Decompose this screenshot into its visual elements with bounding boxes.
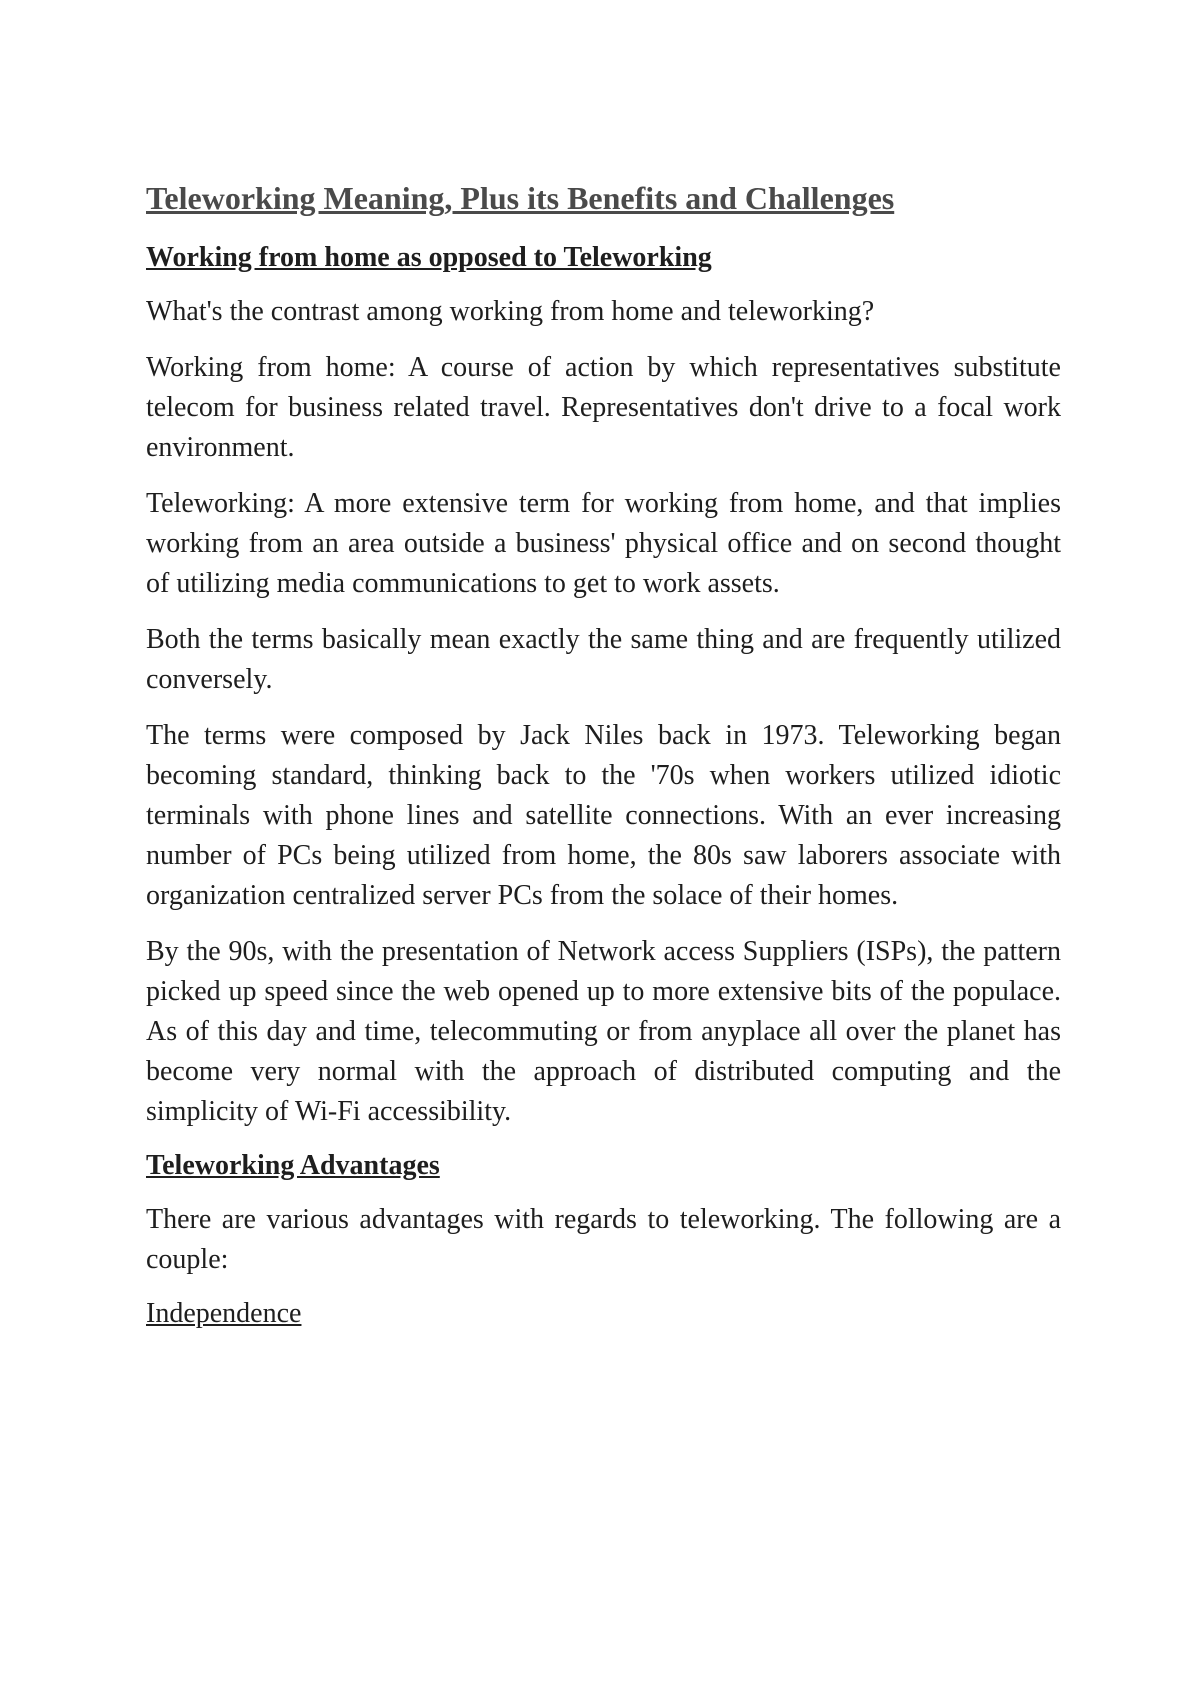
paragraph-working-from-home-definition: Working from home: A course of action by which representatives substitute telecom for business related travel. Representatives don't drive to a focal work environment. bbox=[146, 352, 1061, 463]
paragraph-contrast-question: What's the contrast among working from home and teleworking? bbox=[146, 296, 875, 327]
subheading-independence: Independence bbox=[146, 1298, 302, 1329]
paragraph-history-90s: By the 90s, with the presentation of Network access Suppliers (ISPs), the pattern picked up speed since the web opened up to more extensive bits of the populace. As of this day and time, telecommuting or from anyplace all over the planet has become very normal with the approach of distributed computing and the simplicity of Wi-Fi accessibility. bbox=[146, 936, 1061, 1127]
paragraph-teleworking-definition: Teleworking: A more extensive term for working from home, and that implies working from an area outside a business' physical office and on second thought of utilizing media communications to get to work assets. bbox=[146, 488, 1061, 599]
paragraph-terms-same-meaning: Both the terms basically mean exactly the same thing and are frequently utilized conversely. bbox=[146, 624, 1061, 695]
document-title: Teleworking Meaning, Plus its Benefits and Challenges bbox=[146, 180, 895, 216]
paragraph-history-1973: The terms were composed by Jack Niles back in 1973. Teleworking began becoming standard, thinking back to the '70s when workers utilized idiotic terminals with phone lines and satellite connections. With an ever increasing number of PCs being utilized from home, the 80s saw laborers associate with organization centralized server PCs from the solace of their homes. bbox=[146, 720, 1061, 911]
section-heading-teleworking-advantages: Teleworking Advantages bbox=[146, 1150, 440, 1181]
document-body bbox=[146, 178, 1061, 1332]
paragraph-advantages-intro: There are various advantages with regards to teleworking. The following are a couple: bbox=[146, 1204, 1061, 1275]
section-heading-working-from-home: Working from home as opposed to Teleworking bbox=[146, 242, 712, 273]
